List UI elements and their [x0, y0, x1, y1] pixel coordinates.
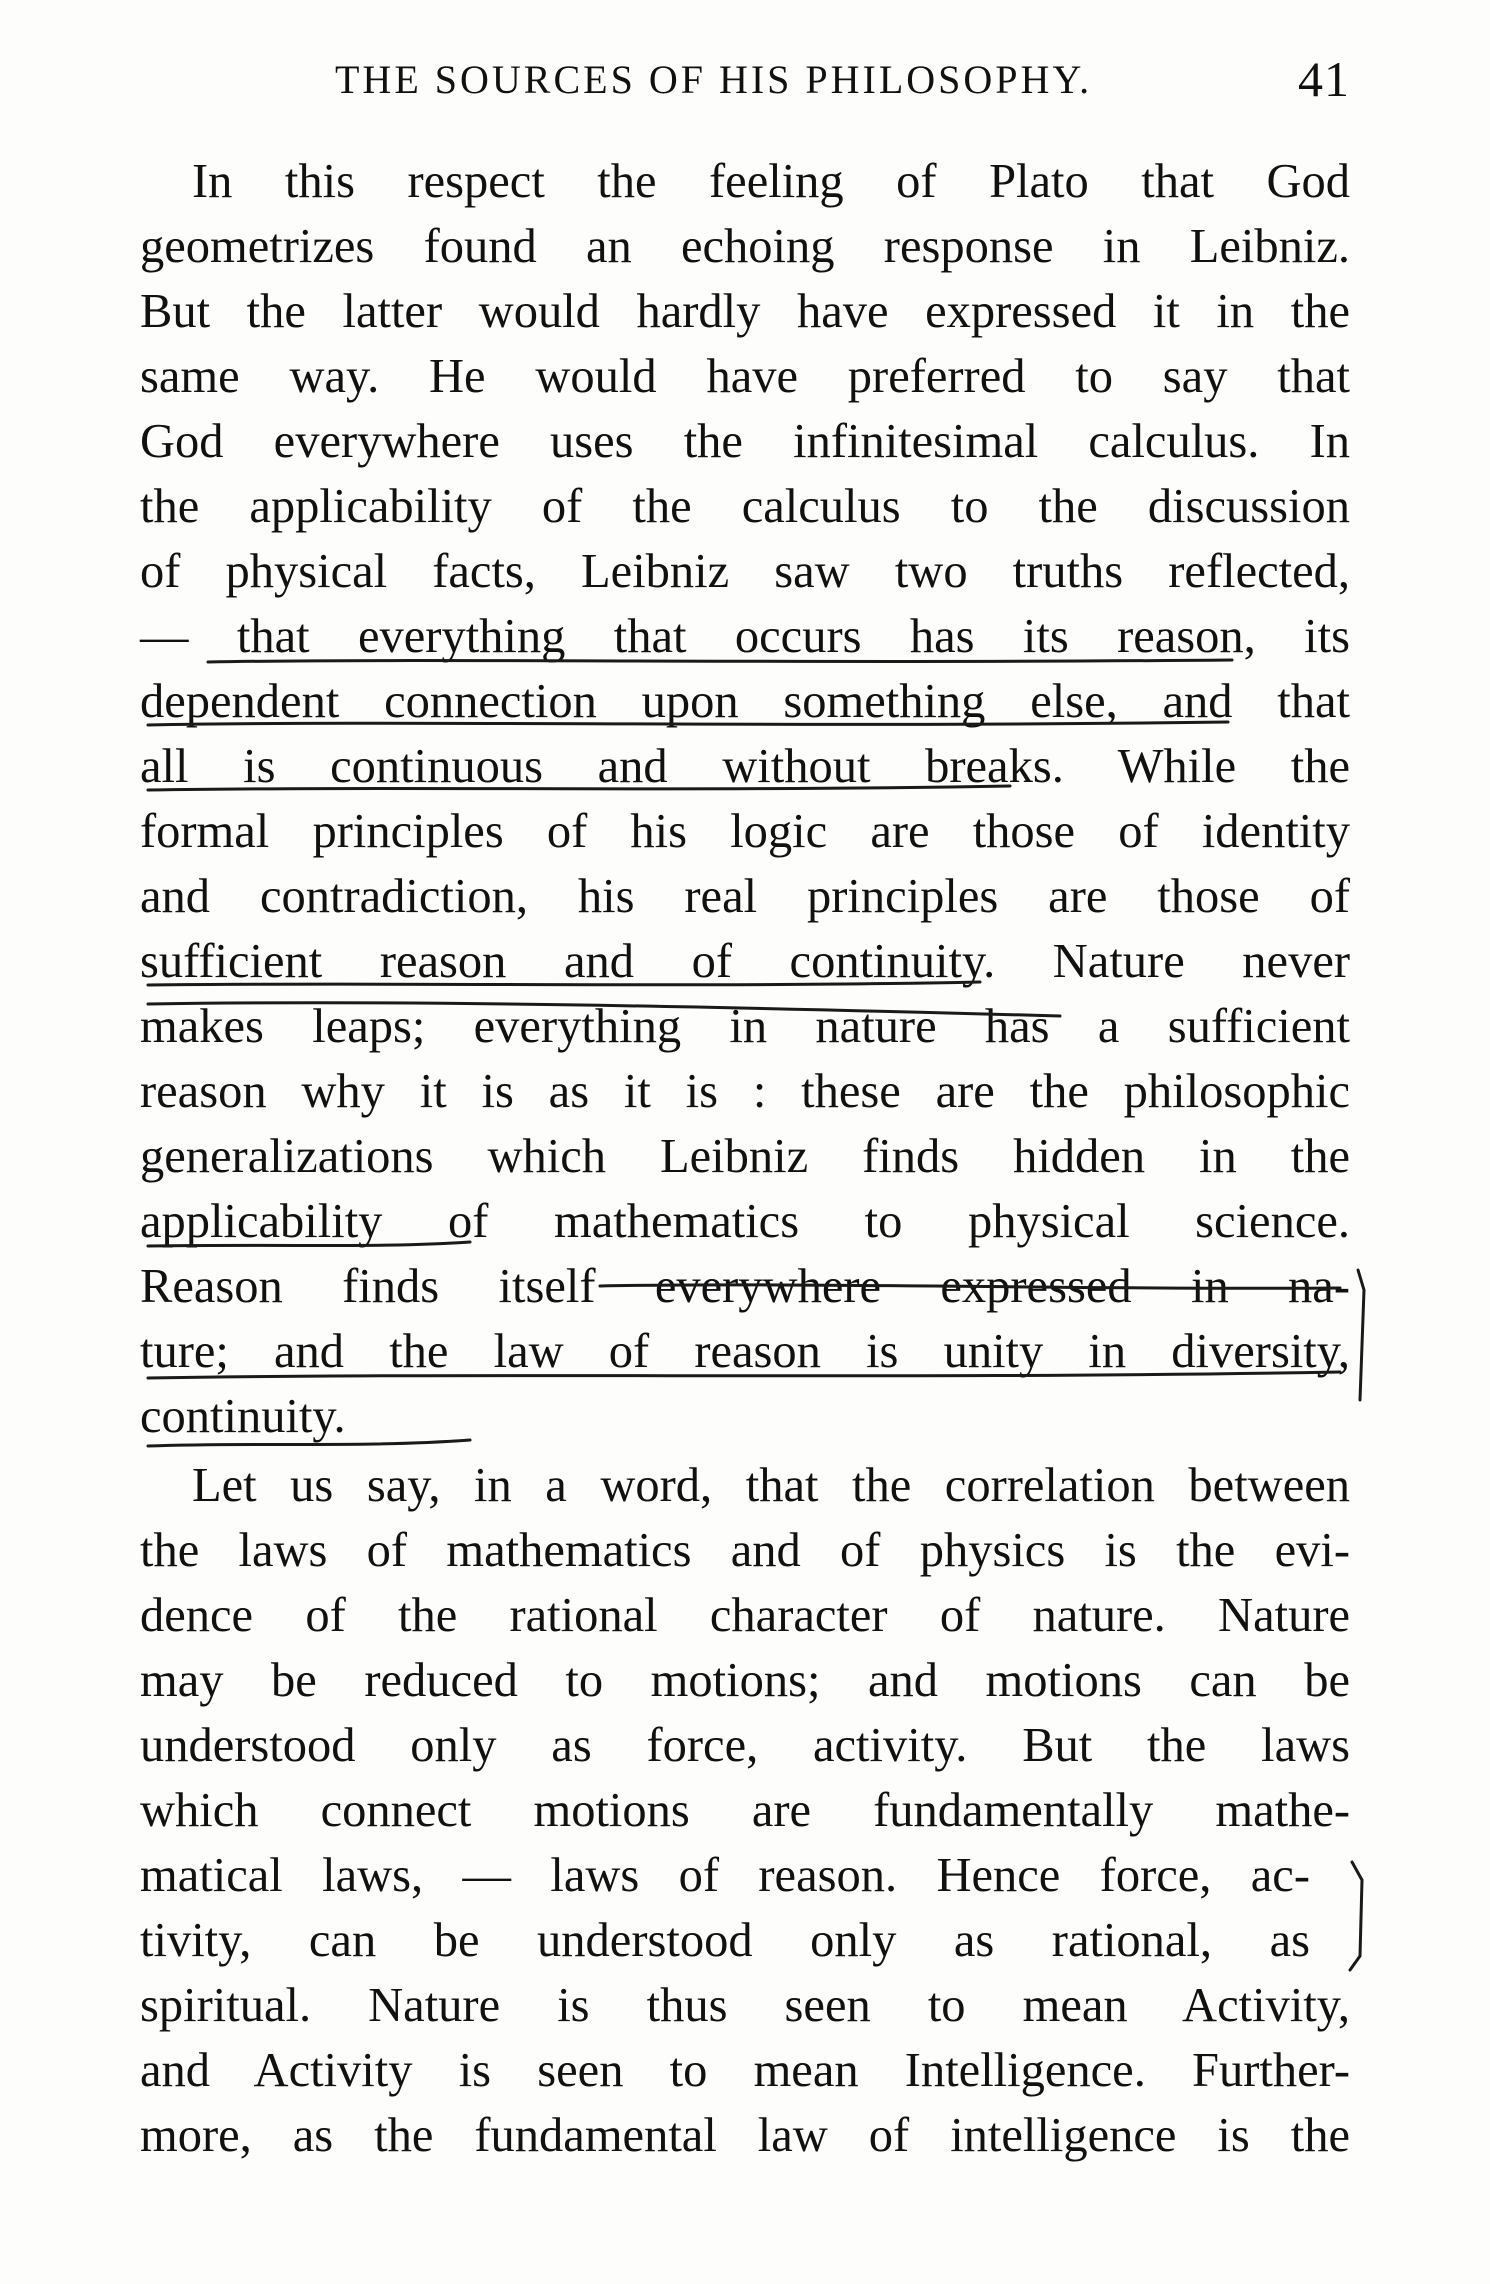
pencil-margin-bracket [1358, 1270, 1364, 1400]
text-line: applicability of mathematics to physical science. [140, 1195, 1350, 1248]
text-line: reason why it is as it is : these are the philosophic [140, 1065, 1350, 1118]
text-line: dence of the rational character of nature. Nature [140, 1589, 1350, 1642]
text-line: same way. He would have preferred to say that [140, 350, 1350, 403]
text-line: matical laws, — laws of reason. Hence force, ac- [140, 1849, 1310, 1902]
text-line: which connect motions are fundamentally mathe- [140, 1784, 1350, 1837]
text-line: more, as the fundamental law of intelligence is the [140, 2109, 1350, 2162]
text-line: But the latter would hardly have expressed it in the [140, 285, 1350, 338]
running-head [140, 42, 1350, 112]
text-line: spiritual. Nature is thus seen to mean Activity, [140, 1979, 1350, 2032]
text-line: may be reduced to motions; and motions can be [140, 1654, 1350, 1707]
text-line: the laws of mathematics and of physics is the evi- [140, 1524, 1350, 1577]
text-line: all is continuous and without breaks. While the [140, 740, 1350, 793]
text-line: sufficient reason and of continuity. Nature never [140, 935, 1350, 988]
text-line: — that everything that occurs has its reason, its [140, 610, 1350, 663]
text-line: Let us say, in a word, that the correlation between [192, 1459, 1350, 1512]
text-line: geometrizes found an echoing response in Leibniz. [140, 220, 1350, 273]
pencil-margin-bracket [1350, 1862, 1362, 1970]
text-line: and Activity is seen to mean Intelligence. Further- [140, 2044, 1350, 2097]
text-line: and contradiction, his real principles are those of [140, 870, 1350, 923]
running-head-title: THE SOURCES OF HIS PHILOSOPHY. [335, 57, 1093, 102]
page-number: 41 [1298, 51, 1350, 107]
text-line: of physical facts, Leibniz saw two truths reflected, [140, 545, 1350, 598]
text-line: Reason finds itself everywhere expressed in na- [140, 1260, 1350, 1313]
text-line: In this respect the feeling of Plato that God [192, 155, 1350, 208]
text-line: tivity, can be understood only as rational, as [140, 1914, 1310, 1967]
text-line: God everywhere uses the infinitesimal calculus. In [140, 415, 1350, 468]
text-line: continuity. [140, 1390, 346, 1443]
text-line: the applicability of the calculus to the discussion [140, 480, 1350, 533]
text-line: makes leaps; everything in nature has a sufficient [140, 1000, 1350, 1053]
text-line: dependent connection upon something else, and that [140, 675, 1350, 728]
text-line: ture; and the law of reason is unity in diversity, [140, 1325, 1350, 1378]
text-line: understood only as force, activity. But the laws [140, 1719, 1350, 1772]
text-line: formal principles of his logic are those of identity [140, 805, 1350, 858]
text-line: generalizations which Leibniz finds hidden in the [140, 1130, 1350, 1183]
